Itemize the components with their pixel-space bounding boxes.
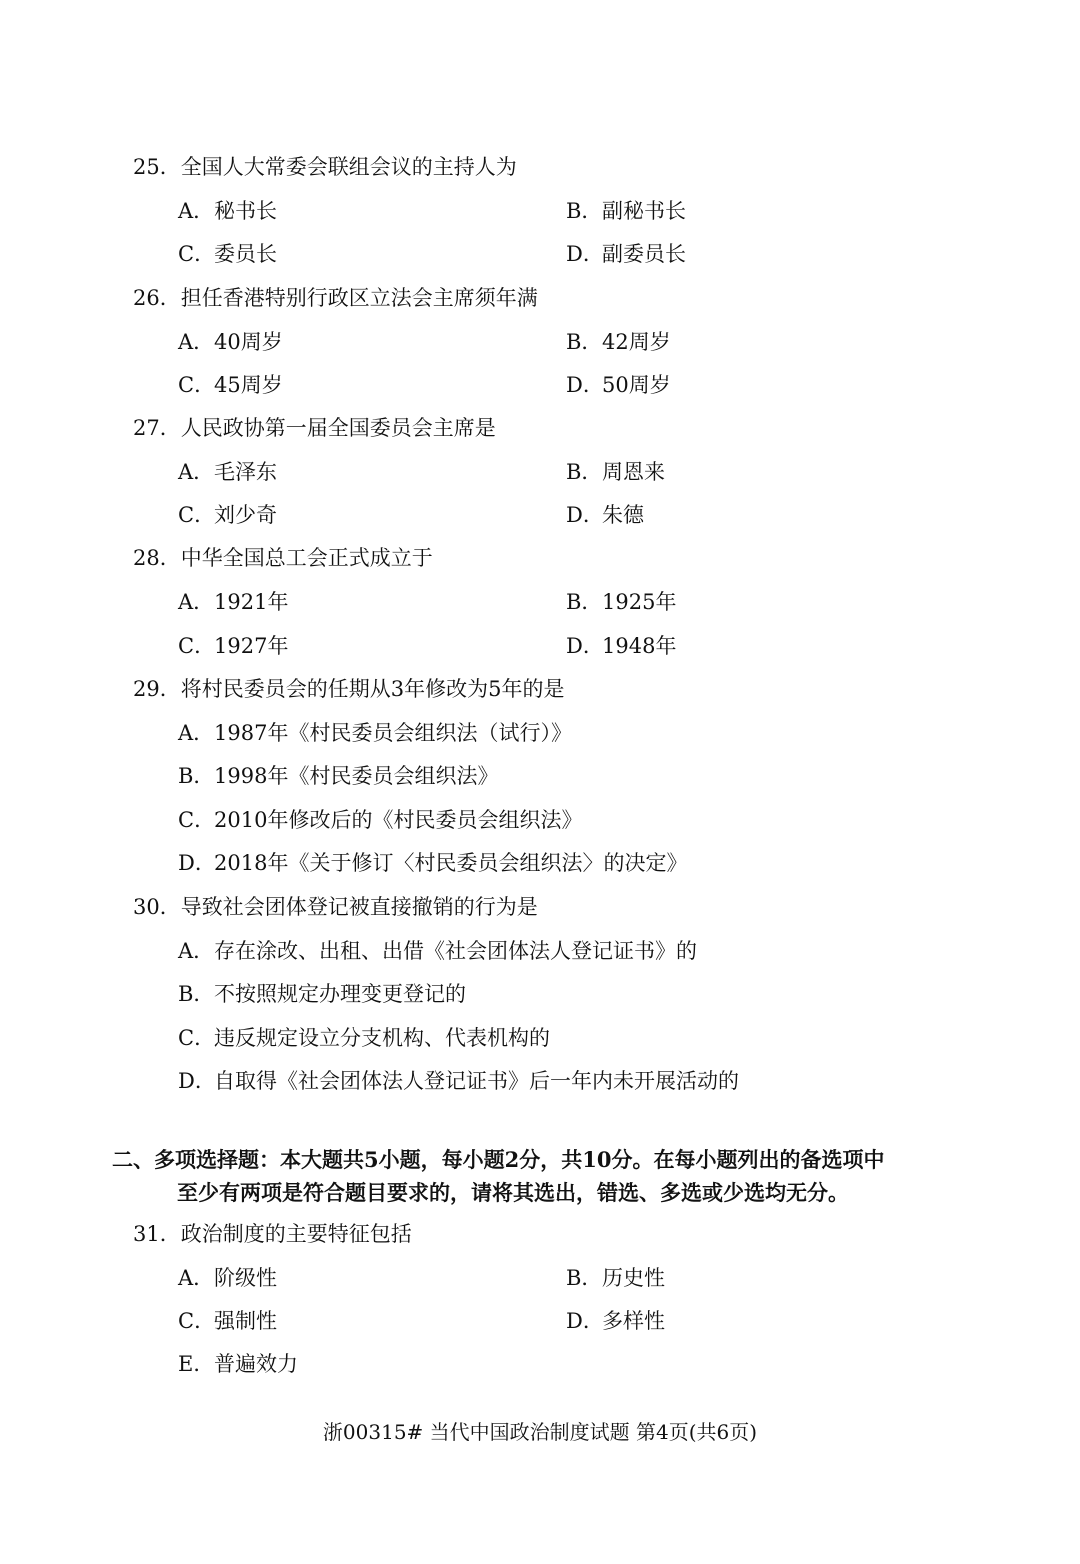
option-text: 秘书长 [214, 199, 277, 223]
option-25-a [178, 197, 277, 225]
page-footer: 浙00315# 当代中国政治制度试题 第4页(共6页) [322, 1420, 758, 1444]
option-text: 不按照规定办理变更登记的 [214, 982, 466, 1006]
option-text: 1987年《村民委员会组织法（试行）》 [214, 721, 572, 745]
option-text: 45周岁 [214, 373, 283, 397]
option-key: D． [566, 503, 604, 527]
option-28-d [566, 632, 676, 660]
option-text: 违反规定设立分支机构、代表机构的 [214, 1026, 550, 1050]
option-28-c [178, 632, 288, 660]
option-key: C． [178, 634, 216, 658]
option-text: 存在涂改、出租、出借《社会团体法人登记证书》的 [214, 939, 697, 963]
section-heading-line-2: 至少有两项是符合题目要求的，请将其选出，错选、多选或少选均无分。 [177, 1180, 849, 1205]
option-28-b [566, 588, 676, 616]
option-key: A． [178, 590, 215, 614]
question-31: 31．政治制度的主要特征包括 [133, 1222, 412, 1246]
option-key: E． [178, 1352, 215, 1376]
option-key: D． [566, 242, 604, 266]
option-text: 委员长 [214, 242, 277, 266]
option-26-d [566, 371, 671, 399]
option-29-a [178, 719, 572, 747]
option-key: A． [178, 1266, 215, 1290]
option-text: 周恩来 [602, 460, 665, 484]
option-key: D． [178, 1069, 216, 1093]
option-text: 2018年《关于修订〈村民委员会组织法〉的决定》 [214, 851, 688, 875]
option-text: 普遍效力 [214, 1352, 298, 1376]
question-30: 30．导致社会团体登记被直接撤销的行为是 [133, 895, 538, 919]
option-31-c [178, 1307, 277, 1335]
option-30-d [178, 1067, 739, 1095]
option-30-a [178, 937, 697, 965]
option-key: B． [566, 1266, 603, 1290]
option-key: C． [178, 808, 216, 832]
option-text: 副秘书长 [602, 199, 686, 223]
option-key: D． [178, 851, 216, 875]
option-key: A． [178, 460, 215, 484]
question-26: 26．担任香港特别行政区立法会主席须年满 [133, 286, 538, 310]
option-key: D． [566, 634, 604, 658]
option-26-c [178, 371, 283, 399]
option-text: 毛泽东 [214, 460, 277, 484]
option-31-e [178, 1350, 298, 1378]
option-text: 朱德 [602, 503, 644, 527]
option-key: C． [178, 1026, 216, 1050]
option-27-a [178, 458, 277, 486]
option-29-b [178, 762, 498, 790]
option-key: B． [566, 330, 603, 354]
option-key: D． [566, 373, 604, 397]
option-key: B． [178, 764, 215, 788]
option-30-b [178, 980, 466, 1008]
option-key: A． [178, 721, 215, 745]
section-heading [112, 1143, 972, 1209]
option-key: C． [178, 373, 216, 397]
option-text: 副委员长 [602, 242, 686, 266]
option-key: B． [178, 982, 215, 1006]
option-text: 1998年《村民委员会组织法》 [214, 764, 499, 788]
option-key: C． [178, 242, 216, 266]
option-25-c [178, 240, 277, 268]
option-text: 1921年 [214, 590, 289, 614]
option-27-d [566, 501, 644, 529]
option-text: 自取得《社会团体法人登记证书》后一年内未开展活动的 [214, 1069, 739, 1093]
option-25-d [566, 240, 686, 268]
option-text: 42周岁 [602, 330, 671, 354]
option-text: 50周岁 [602, 373, 671, 397]
option-key: D． [566, 1309, 604, 1333]
option-text: 刘少奇 [214, 503, 277, 527]
option-29-c [178, 806, 582, 834]
option-text: 强制性 [214, 1309, 277, 1333]
option-key: A． [178, 330, 215, 354]
option-31-d [566, 1307, 665, 1335]
question-28: 28．中华全国总工会正式成立于 [133, 546, 433, 570]
section-heading-line-1: 二、多项选择题：本大题共5小题，每小题2分，共10分。在每小题列出的备选项中 [112, 1147, 885, 1172]
option-text: 历史性 [602, 1266, 665, 1290]
option-text: 多样性 [602, 1309, 665, 1333]
option-text: 1927年 [214, 634, 289, 658]
option-key: A． [178, 939, 215, 963]
option-31-a [178, 1264, 277, 1292]
option-28-a [178, 588, 288, 616]
question-27: 27．人民政协第一届全国委员会主席是 [133, 416, 496, 440]
option-text: 1925年 [602, 590, 677, 614]
question-29: 29．将村民委员会的任期从3年修改为5年的是 [133, 677, 565, 701]
option-26-a [178, 328, 283, 356]
option-30-c [178, 1024, 550, 1052]
option-key: B． [566, 590, 603, 614]
option-29-d [178, 849, 687, 877]
option-key: B． [566, 460, 603, 484]
option-key: C． [178, 1309, 216, 1333]
option-26-b [566, 328, 671, 356]
option-text: 40周岁 [214, 330, 283, 354]
option-key: B． [566, 199, 603, 223]
option-key: C． [178, 503, 216, 527]
option-27-c [178, 501, 277, 529]
option-31-b [566, 1264, 665, 1292]
option-text: 1948年 [602, 634, 677, 658]
option-key: A． [178, 199, 215, 223]
question-25: 25．全国人大常委会联组会议的主持人为 [133, 155, 517, 179]
option-text: 阶级性 [214, 1266, 277, 1290]
option-25-b [566, 197, 686, 225]
option-text: 2010年修改后的《村民委员会组织法》 [214, 808, 583, 832]
option-27-b [566, 458, 665, 486]
